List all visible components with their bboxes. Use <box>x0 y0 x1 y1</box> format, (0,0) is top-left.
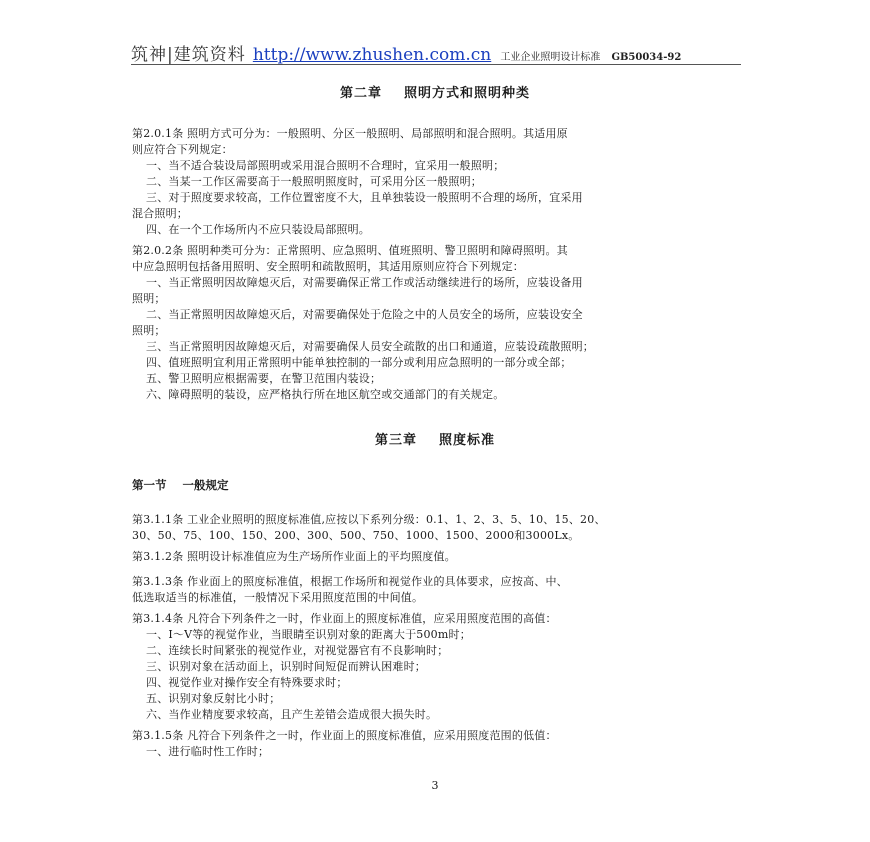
chapter3-line: 第3.1.1条 工业企业照明的照度标准值,应按以下系列分级：0.1、1、2、3、5、10、15、20、 <box>132 513 606 526</box>
chapter3-line: 第3.1.3条 作业面上的照度标准值，根据工作场所和视觉作业的具体要求，应按高、中、 <box>132 575 568 588</box>
chapter2-line: 二、当正常照明因故障熄灭后，对需要确保处于危险之中的人员安全的场所，应装设安全 <box>146 308 583 321</box>
chapter3-line: 三、识别对象在活动面上，识别时间短促而辨认困难时； <box>146 660 426 673</box>
chapter2-line: 三、对于照度要求较高，工作位置密度不大，且单独装设一般照明不合理的场所，宜采用 <box>146 191 583 204</box>
chapter2-line: 混合照明； <box>132 207 188 220</box>
chapter3-line: 六、当作业精度要求较高，且产生差错会造成很大损失时。 <box>146 708 438 721</box>
chapter2-line: 一、当不适合装设局部照明或采用混合照明不合理时，宜采用一般照明； <box>146 159 505 172</box>
chapter2-line: 中应急照明包括备用照明、安全照明和疏散照明，其适用原则应符合下列规定： <box>132 260 524 273</box>
chapter2-line: 则应符合下列规定： <box>132 143 233 156</box>
section1-title: 第一节 一般规定 <box>132 478 229 492</box>
chapter2-line: 照明； <box>132 292 166 305</box>
chapter3-title: 第三章 照度标准 <box>374 433 496 448</box>
chapter2-line: 照明； <box>132 324 166 337</box>
page-number: 3 <box>431 779 439 792</box>
site-link[interactable]: http://www.zhushen.com.cn <box>252 45 492 64</box>
chapter3-line: 五、识别对象反射比小时； <box>146 692 281 705</box>
header-divider <box>131 64 741 65</box>
chapter3-line: 第3.1.4条 凡符合下列条件之一时，作业面上的照度标准值，应采用照度范围的高值： <box>132 612 557 625</box>
chapter2-line: 四、值班照明宜利用正常照明中能单独控制的一部分或利用应急照明的一部分或全部； <box>146 356 572 369</box>
site-brand: 筑神|建筑资料 <box>131 45 246 64</box>
chapter2-line: 第2.0.1条 照明方式可分为：一般照明、分区一般照明、局部照明和混合照明。其适用原 <box>132 127 568 140</box>
standard-title: 工业企业照明设计标准 <box>500 52 601 63</box>
chapter3-line: 第3.1.2条 照明设计标准值应为生产场所作业面上的平均照度值。 <box>132 550 456 563</box>
chapter3-line: 二、连续长时间紧张的视觉作业，对视觉器官有不良影响时； <box>146 644 449 657</box>
standard-code: GB50034-92 <box>611 52 682 63</box>
chapter3-line: 30、50、75、100、150、200、300、500、750、1000、1500、2000和3000Lx。 <box>132 529 580 542</box>
chapter2-title: 第二章 照明方式和照明种类 <box>339 86 531 101</box>
chapter3-line: 一、Ⅰ～Ⅴ等的视觉作业，当眼睛至识别对象的距离大于500m时； <box>146 628 471 641</box>
chapter2-line: 一、当正常照明因故障熄灭后，对需要确保正常工作或活动继续进行的场所，应装设备用 <box>146 276 583 289</box>
chapter2-line: 五、警卫照明应根据需要，在警卫范围内装设； <box>146 372 382 385</box>
chapter2-line: 四、在一个工作场所内不应只装设局部照明。 <box>146 223 370 236</box>
chapter3-line: 第3.1.5条 凡符合下列条件之一时，作业面上的照度标准值，应采用照度范围的低值： <box>132 729 557 742</box>
page-header <box>131 40 741 64</box>
chapter2-line: 三、当正常照明因故障熄灭后，对需要确保人员安全疏散的出口和通道，应装设疏散照明； <box>146 340 594 353</box>
chapter3-line: 低选取适当的标准值，一般情况下采用照度范围的中间值。 <box>132 591 424 604</box>
chapter3-line: 一、进行临时性工作时； <box>146 745 270 758</box>
chapter2-line: 第2.0.2条 照明种类可分为：正常照明、应急照明、值班照明、警卫照明和障碍照明。其 <box>132 244 568 257</box>
chapter2-line: 二、当某一工作区需要高于一般照明照度时，可采用分区一般照明； <box>146 175 482 188</box>
chapter3-line: 四、视觉作业对操作安全有特殊要求时； <box>146 676 348 689</box>
chapter2-line: 六、障碍照明的装设，应严格执行所在地区航空或交通部门的有关规定。 <box>146 388 505 401</box>
